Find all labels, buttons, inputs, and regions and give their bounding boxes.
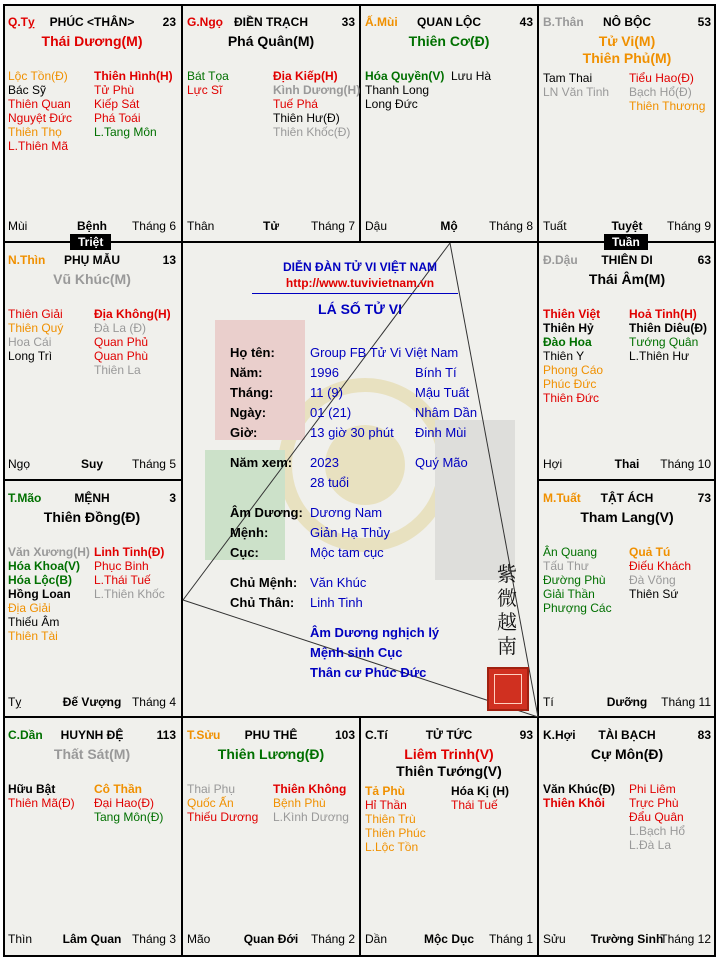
minor-star: Kình Dương(H) bbox=[273, 83, 361, 97]
minor-star: Địa Kiếp(H) bbox=[273, 69, 338, 83]
palace-footer bbox=[8, 932, 176, 946]
right-star-column bbox=[94, 69, 173, 139]
minor-star: Thiên Hình(H) bbox=[94, 69, 173, 83]
palace-footer bbox=[365, 932, 533, 946]
main-star: Cự Môn(Đ) bbox=[590, 746, 664, 762]
calligraphy-char: 南 bbox=[497, 634, 517, 658]
palace-can: C.Dần bbox=[8, 728, 43, 742]
minor-star: Thiên Hỷ bbox=[543, 321, 594, 335]
minor-star: Hoả Tinh(H) bbox=[629, 307, 697, 321]
minor-star: Phục Binh bbox=[94, 559, 149, 573]
palace-age: 23 bbox=[162, 15, 176, 29]
info-label: Cục: bbox=[230, 545, 259, 560]
palace-month: Tháng 7 bbox=[310, 219, 355, 233]
minor-star: Thiên La bbox=[94, 363, 141, 377]
palace-branch: Mão bbox=[187, 932, 211, 946]
minor-star: L.Thiên Mã bbox=[8, 139, 69, 153]
minor-star: Lộc Tồn(Đ) bbox=[8, 69, 68, 83]
palace-branch: Thìn bbox=[8, 932, 33, 946]
minor-star: Phi Liêm bbox=[629, 782, 676, 796]
palace-age: 43 bbox=[519, 15, 533, 29]
palace-stage: Tuyệt bbox=[611, 219, 643, 233]
palace-cell-dan bbox=[4, 718, 180, 954]
minor-star: Hữu Bật bbox=[8, 782, 56, 796]
minor-star: Hỉ Thần bbox=[365, 798, 407, 812]
minor-star: Thiên Giải bbox=[8, 307, 63, 321]
right-star-column bbox=[94, 545, 165, 601]
minor-star: Nguyệt Đức bbox=[8, 111, 73, 125]
minor-star: LN Văn Tinh bbox=[543, 85, 610, 99]
palace-header bbox=[543, 15, 711, 31]
left-star-column bbox=[365, 784, 426, 854]
left-star-column bbox=[543, 545, 612, 615]
main-star: Thiên Đồng(Đ) bbox=[43, 509, 141, 525]
palace-month: Tháng 6 bbox=[131, 219, 176, 233]
main-star: Thiên Lương(Đ) bbox=[217, 746, 325, 762]
info-value: 2023 bbox=[310, 455, 339, 470]
palace-footer bbox=[8, 219, 176, 233]
minor-star: Tử Phù bbox=[94, 83, 135, 97]
calligraphy-char: 微 bbox=[497, 586, 517, 610]
minor-star: Long Trì bbox=[8, 349, 53, 363]
palace-age: 83 bbox=[697, 728, 711, 742]
left-star-column bbox=[543, 782, 615, 810]
main-star: Phá Quân(M) bbox=[227, 33, 315, 49]
palace-stage: Đế Vượng bbox=[62, 695, 122, 709]
palace-month: Tháng 9 bbox=[666, 219, 711, 233]
minor-star: Linh Tinh(Đ) bbox=[94, 545, 165, 559]
right-star-column bbox=[451, 69, 491, 83]
palace-month: Tháng 3 bbox=[131, 932, 176, 946]
palace-can: Q.Tỵ bbox=[8, 15, 35, 29]
minor-star: Hóa Kị (H) bbox=[451, 784, 509, 798]
palace-month: Tháng 10 bbox=[660, 457, 711, 471]
palace-month: Tháng 1 bbox=[488, 932, 533, 946]
palace-cell-tuat bbox=[539, 481, 715, 717]
minor-star: Quan Phù bbox=[94, 349, 149, 363]
minor-star: Đường Phù bbox=[543, 573, 606, 587]
palace-cell-ti bbox=[361, 718, 537, 954]
palace-cell-suu bbox=[183, 718, 359, 954]
minor-star: Thiên Y bbox=[543, 349, 585, 363]
left-star-column bbox=[8, 782, 75, 810]
minor-star: Thiên Tài bbox=[8, 629, 58, 643]
info-label: Họ tên: bbox=[230, 345, 275, 360]
palace-month: Tháng 5 bbox=[131, 457, 176, 471]
palace-footer bbox=[187, 932, 355, 946]
right-star-column bbox=[273, 782, 349, 824]
palace-age: 13 bbox=[162, 253, 176, 267]
palace-stage: Lâm Quan bbox=[62, 932, 122, 946]
palace-stage: Trường Sinh bbox=[590, 932, 664, 946]
info-extra: Nhâm Dần bbox=[415, 405, 478, 420]
minor-star: Đào Hoa bbox=[543, 335, 592, 349]
minor-star: Phong Cáo bbox=[543, 363, 604, 377]
info-value: 01 (21) bbox=[310, 405, 352, 420]
center-panel bbox=[182, 243, 538, 717]
palace-stage: Dưỡng bbox=[606, 695, 648, 709]
palace-age: 93 bbox=[519, 728, 533, 742]
left-star-column bbox=[187, 782, 258, 824]
info-value: Linh Tinh bbox=[310, 595, 363, 610]
chart-note: Âm Dương nghịch lý bbox=[310, 625, 440, 640]
palace-header bbox=[8, 728, 176, 744]
palace-cell-hoi bbox=[539, 718, 715, 954]
minor-star: Văn Xương(H) bbox=[8, 545, 90, 559]
minor-star: L.Kình Dương bbox=[273, 810, 349, 824]
minor-star: Hoa Cái bbox=[8, 335, 52, 349]
palace-branch: Hợi bbox=[543, 457, 563, 471]
minor-star: Thai Phụ bbox=[187, 782, 236, 796]
info-value: 11 (9) bbox=[310, 385, 343, 400]
info-extra: Bính Tí bbox=[415, 365, 457, 380]
palace-header bbox=[187, 728, 355, 744]
minor-star: L.Thiên Hư bbox=[629, 349, 690, 363]
main-star: Liêm Trinh(V) bbox=[404, 746, 494, 762]
palace-can: N.Thìn bbox=[8, 253, 46, 267]
calligraphy bbox=[497, 562, 525, 658]
minor-star: Thiếu Âm bbox=[8, 615, 60, 629]
left-star-column bbox=[8, 545, 90, 643]
left-star-column bbox=[365, 69, 444, 111]
palace-branch: Tuất bbox=[543, 219, 567, 233]
minor-star: Thiên Đức bbox=[543, 391, 600, 405]
info-value: Giản Hạ Thủy bbox=[310, 525, 390, 540]
main-star: Tham Lang(V) bbox=[580, 509, 674, 525]
palace-name: MỆNH bbox=[74, 491, 110, 505]
palace-age: 103 bbox=[334, 728, 355, 742]
title-divider bbox=[252, 293, 458, 294]
minor-star: Long Đức bbox=[365, 97, 418, 111]
palace-stage: Quan Đới bbox=[243, 932, 299, 946]
minor-star: Tiểu Hao(Đ) bbox=[629, 71, 694, 85]
palace-footer bbox=[8, 695, 176, 709]
palace-can: T.Sửu bbox=[187, 728, 221, 742]
minor-star: Bát Tọa bbox=[187, 69, 229, 83]
palace-cell-dau bbox=[539, 243, 715, 479]
left-star-column bbox=[8, 307, 63, 363]
info-label: Chủ Mệnh: bbox=[230, 575, 298, 590]
palace-can: B.Thân bbox=[543, 15, 584, 29]
palace-cell-mao bbox=[4, 481, 180, 717]
minor-star: Địa Giải bbox=[8, 601, 51, 615]
minor-star: Lực Sĩ bbox=[187, 83, 223, 97]
minor-star: Trực Phù bbox=[629, 796, 679, 810]
minor-star: L.Tang Môn bbox=[94, 125, 157, 139]
chart-heading: LÁ SỐ TỬ VI bbox=[318, 301, 402, 317]
minor-star: Giải Thần bbox=[543, 587, 595, 601]
palace-branch: Ngọ bbox=[8, 457, 31, 471]
palace-footer bbox=[543, 219, 711, 233]
minor-star: L.Bạch Hổ bbox=[629, 824, 686, 838]
palace-age: 33 bbox=[341, 15, 355, 29]
palace-can: K.Hợi bbox=[543, 728, 576, 742]
minor-star: Phượng Các bbox=[543, 601, 612, 615]
main-star: Thiên Cơ(Đ) bbox=[408, 33, 490, 49]
main-star: Thiên Phủ(M) bbox=[582, 50, 672, 66]
info-value: 28 tuổi bbox=[310, 475, 350, 490]
minor-star: Thiên Thương bbox=[629, 99, 706, 113]
minor-star: Hóa Lộc(B) bbox=[8, 573, 72, 587]
main-star: Tử Vi(M) bbox=[598, 33, 656, 49]
minor-star: Thiên Khốc(Đ) bbox=[273, 125, 351, 139]
info-value: Dương Nam bbox=[310, 505, 383, 520]
minor-star: Bác Sỹ bbox=[8, 83, 47, 97]
palace-branch: Dần bbox=[365, 932, 388, 946]
palace-age: 73 bbox=[697, 491, 711, 505]
palace-header bbox=[187, 15, 355, 31]
minor-star: Phá Toái bbox=[94, 111, 141, 125]
info-extra: Mậu Tuất bbox=[415, 385, 470, 400]
info-extra: Quý Mão bbox=[415, 455, 468, 470]
palace-name: PHÚC <THÂN> bbox=[49, 15, 135, 29]
minor-star: Tuế Phá bbox=[273, 97, 318, 111]
palace-branch: Thân bbox=[187, 219, 215, 233]
minor-star: Hồng Loan bbox=[8, 587, 71, 601]
palace-name: TẬT ÁCH bbox=[600, 491, 654, 505]
minor-star: Thiên Hư(Đ) bbox=[273, 111, 340, 125]
palace-name: THIÊN DI bbox=[601, 253, 653, 267]
palace-stage: Mộ bbox=[440, 219, 458, 233]
info-label: Chủ Thân: bbox=[230, 595, 295, 610]
left-star-column bbox=[187, 69, 229, 97]
palace-month: Tháng 2 bbox=[310, 932, 355, 946]
palace-footer bbox=[543, 932, 711, 946]
minor-star: Địa Không(H) bbox=[94, 307, 171, 321]
info-label: Giờ: bbox=[230, 425, 258, 440]
right-star-column bbox=[629, 307, 707, 363]
forum-title: DIỄN ĐÀN TỬ VI VIỆT NAM bbox=[283, 260, 437, 274]
palace-footer bbox=[8, 457, 176, 471]
palace-stage: Bệnh bbox=[77, 219, 107, 233]
info-label: Tháng: bbox=[230, 385, 274, 400]
right-star-column bbox=[629, 782, 685, 852]
right-star-column bbox=[273, 69, 360, 139]
palace-footer bbox=[187, 219, 355, 233]
palace-age: 113 bbox=[156, 728, 176, 742]
palace-branch: Dậu bbox=[365, 219, 388, 233]
info-value: Văn Khúc bbox=[310, 575, 367, 590]
main-star: Thất Sát(M) bbox=[53, 746, 131, 762]
palace-cell-mui bbox=[361, 5, 537, 241]
right-star-column bbox=[629, 545, 691, 601]
minor-star: Lưu Hà bbox=[451, 69, 492, 83]
chart-note: Thân cư Phúc Đức bbox=[310, 665, 427, 680]
minor-star: Tam Thai bbox=[543, 71, 593, 85]
minor-star: Điếu Khách bbox=[629, 559, 692, 573]
palace-month: Tháng 4 bbox=[131, 695, 176, 709]
palace-name: PHỤ MẪU bbox=[64, 253, 120, 267]
palace-can: G.Ngọ bbox=[187, 15, 223, 29]
minor-star: Thiên Khôi bbox=[543, 796, 605, 810]
minor-star: L.Đà La bbox=[629, 838, 672, 852]
chart-note: Mệnh sinh Cục bbox=[310, 645, 403, 660]
palace-age: 63 bbox=[697, 253, 711, 267]
palace-branch: Sửu bbox=[543, 932, 566, 946]
palace-header bbox=[365, 728, 533, 744]
palace-month: Tháng 11 bbox=[661, 695, 711, 709]
main-star: Thiên Tướng(V) bbox=[396, 763, 502, 779]
palace-cell-ty bbox=[4, 5, 180, 241]
info-value: 1996 bbox=[310, 365, 339, 380]
minor-star: Quốc Ấn bbox=[187, 796, 234, 810]
palace-cell-than bbox=[539, 5, 715, 241]
right-star-column bbox=[94, 782, 163, 824]
minor-star: Tả Phù bbox=[365, 784, 406, 798]
minor-star: Thiên Sứ bbox=[629, 587, 679, 601]
minor-star: Tang Môn(Đ) bbox=[94, 810, 164, 824]
minor-star: Đà Võng bbox=[629, 573, 676, 587]
palace-name: HUYNH ĐỆ bbox=[60, 728, 124, 742]
calligraphy-char: 越 bbox=[497, 610, 517, 634]
palace-header bbox=[543, 728, 711, 744]
palace-cell-ngo bbox=[183, 5, 359, 241]
minor-star: Đẩu Quân bbox=[629, 810, 684, 824]
palace-can: M.Tuất bbox=[543, 491, 581, 505]
info-label: Ngày: bbox=[230, 405, 267, 420]
palace-name: TỬ TỨC bbox=[425, 728, 473, 742]
minor-star: Bệnh Phù bbox=[273, 796, 326, 810]
minor-star: Hóa Khoa(V) bbox=[8, 559, 80, 573]
palace-name: NÔ BỘC bbox=[603, 15, 651, 29]
main-star: Thái Dương(M) bbox=[41, 33, 143, 49]
minor-star: Hóa Quyền(V) bbox=[365, 69, 445, 83]
minor-star: Thiên Không bbox=[273, 782, 347, 796]
left-star-column bbox=[543, 71, 609, 99]
minor-star: Phúc Đức bbox=[543, 377, 597, 391]
palace-header bbox=[543, 253, 711, 269]
main-star: Thái Âm(M) bbox=[588, 271, 666, 287]
right-star-column bbox=[94, 307, 171, 377]
calligraphy-char: 紫 bbox=[497, 562, 517, 586]
minor-star: Ân Quang bbox=[543, 545, 598, 559]
minor-star: L.Thiên Khốc bbox=[94, 587, 165, 601]
right-star-column bbox=[451, 784, 509, 812]
palace-stage: Mộc Dục bbox=[423, 932, 474, 946]
palace-branch: Mùi bbox=[8, 219, 28, 233]
info-value: Group FB Tử Vi Việt Nam bbox=[310, 345, 459, 360]
red-seal-stamp bbox=[487, 667, 529, 711]
minor-star: Đại Hao(Đ) bbox=[94, 796, 155, 810]
minor-star: Cô Thần bbox=[94, 782, 142, 796]
info-extra: Đinh Mùi bbox=[415, 425, 467, 440]
main-star: Vũ Khúc(M) bbox=[53, 271, 131, 287]
minor-star: Thiên Phúc bbox=[365, 826, 426, 840]
palace-name: ĐIỀN TRẠCH bbox=[234, 15, 308, 29]
info-label: Âm Dương: bbox=[230, 505, 303, 520]
info-label: Năm: bbox=[230, 365, 263, 380]
left-star-column bbox=[8, 69, 72, 153]
palace-can: Đ.Dậu bbox=[543, 253, 578, 267]
palace-header bbox=[8, 253, 176, 269]
tuan-tag: Tuần bbox=[604, 234, 648, 250]
minor-star: Kiếp Sát bbox=[94, 97, 140, 111]
palace-branch: Tỵ bbox=[8, 695, 22, 709]
palace-branch: Tí bbox=[543, 695, 554, 709]
minor-star: Thiếu Dương bbox=[187, 810, 259, 824]
minor-star: Bạch Hổ(Đ) bbox=[629, 85, 692, 99]
palace-header bbox=[365, 15, 533, 31]
palace-can: Ấ.Mùi bbox=[365, 15, 398, 29]
palace-cell-thin bbox=[4, 243, 180, 479]
right-star-column bbox=[629, 71, 705, 113]
info-value: 13 giờ 30 phút bbox=[310, 425, 394, 440]
palace-name: PHU THÊ bbox=[244, 728, 298, 742]
palace-header bbox=[543, 491, 711, 507]
info-label: Năm xem: bbox=[230, 455, 293, 470]
minor-star: Thái Tuế bbox=[451, 798, 498, 812]
palace-age: 53 bbox=[697, 15, 711, 29]
palace-footer bbox=[365, 219, 533, 233]
palace-can: T.Mão bbox=[8, 491, 42, 505]
palace-name: TÀI BẠCH bbox=[598, 728, 656, 742]
palace-stage: Tử bbox=[262, 219, 280, 233]
minor-star: Thiên Thọ bbox=[8, 125, 62, 139]
minor-star: Thiên Quý bbox=[8, 321, 64, 335]
palace-can: C.Tí bbox=[365, 728, 388, 742]
minor-star: Quan Phủ bbox=[94, 335, 149, 349]
minor-star: Tướng Quân bbox=[629, 335, 699, 349]
palace-header bbox=[8, 491, 176, 507]
forum-url[interactable]: http://www.tuvivietnam.vn bbox=[285, 276, 435, 290]
minor-star: Thiên Việt bbox=[543, 307, 601, 321]
minor-star: L.Thái Tuế bbox=[94, 573, 151, 587]
info-label: Mệnh: bbox=[230, 525, 269, 540]
minor-star: Quả Tú bbox=[629, 545, 671, 559]
info-value: Mộc tam cục bbox=[310, 545, 384, 560]
minor-star: Văn Khúc(Đ) bbox=[543, 782, 615, 796]
minor-star: Thanh Long bbox=[365, 83, 430, 97]
palace-month: Tháng 12 bbox=[660, 932, 711, 946]
palace-stage: Thai bbox=[614, 457, 640, 471]
minor-star: L.Lộc Tồn bbox=[365, 840, 419, 854]
palace-age: 3 bbox=[169, 491, 176, 505]
minor-star: Thiên Mã(Đ) bbox=[8, 796, 75, 810]
palace-month: Tháng 8 bbox=[488, 219, 533, 233]
palace-stage: Suy bbox=[80, 457, 103, 471]
left-star-column bbox=[543, 307, 603, 405]
minor-star: Thiên Trù bbox=[365, 812, 416, 826]
palace-footer bbox=[543, 457, 711, 471]
palace-footer bbox=[543, 695, 711, 709]
minor-star: Tấu Thư bbox=[543, 559, 589, 573]
minor-star: Thiên Diêu(Đ) bbox=[629, 321, 707, 335]
minor-star: Đà La (Đ) bbox=[94, 321, 147, 335]
triet-tag: Triệt bbox=[70, 234, 111, 250]
palace-header bbox=[8, 15, 176, 31]
palace-name: QUAN LỘC bbox=[417, 15, 481, 29]
minor-star: Thiên Quan bbox=[8, 97, 71, 111]
